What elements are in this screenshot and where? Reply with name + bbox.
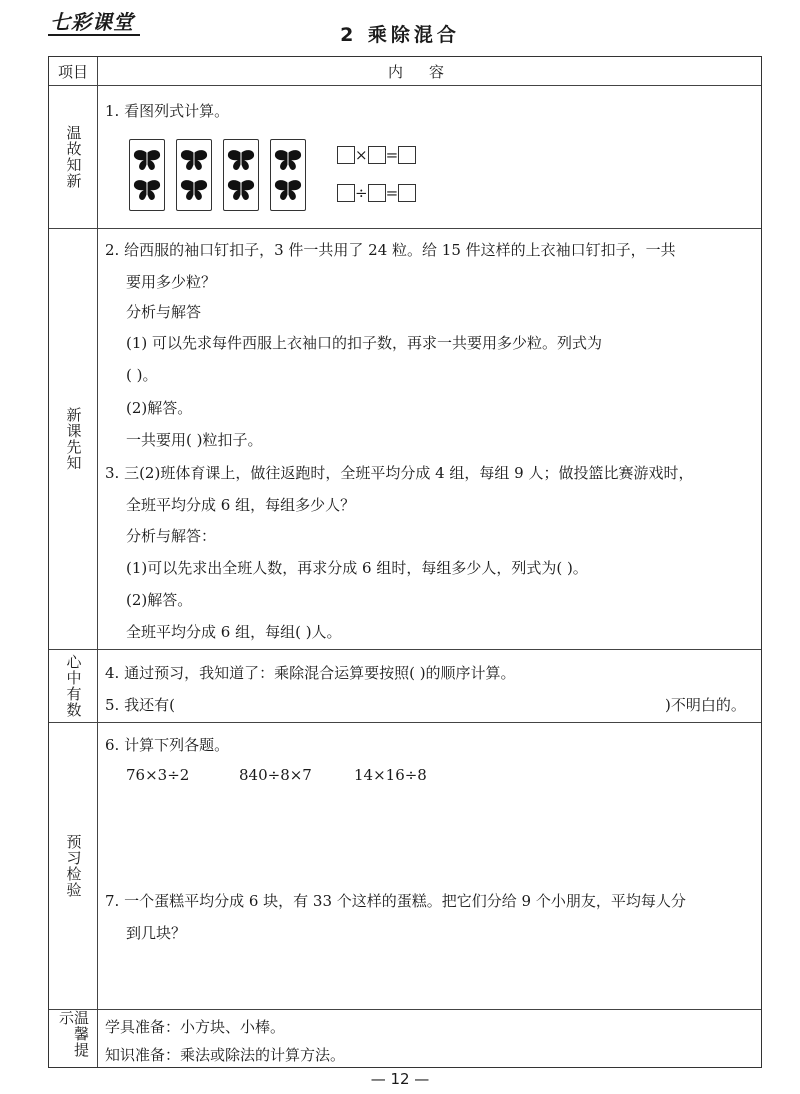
section-check: 预习检验 <box>64 834 83 898</box>
butterfly-icon <box>274 179 302 201</box>
butterfly-card <box>270 139 306 211</box>
section-review: 温故知新 <box>64 125 83 189</box>
butterfly-icon <box>227 149 255 171</box>
butterfly-icon <box>227 179 255 201</box>
butterfly-card <box>223 139 259 211</box>
tip-tools: 学具准备：小方块、小棒。 <box>105 1018 286 1036</box>
row-divider <box>49 649 761 650</box>
butterfly-cards <box>129 139 306 211</box>
column-divider <box>97 57 98 1067</box>
section-new-lesson: 新课先知 <box>64 407 83 471</box>
answer-box[interactable] <box>368 146 386 164</box>
row-divider <box>49 228 761 229</box>
row-divider <box>49 85 761 86</box>
answer-box[interactable] <box>368 184 386 202</box>
butterfly-card <box>129 139 165 211</box>
question-3-line-1: 3. 三(2)班体育课上，做往返跑时，全班平均分成 4 组，每组 9 人；做投篮比赛游戏时， <box>105 464 694 482</box>
lesson-table <box>48 56 762 1068</box>
question-2-line-1: 2. 给西服的袖口钉扣子，3 件一共用了 24 粒。给 15 件这样的上衣袖口钉扣子，一共 <box>105 241 676 259</box>
butterfly-icon <box>274 149 302 171</box>
butterfly-icon <box>180 149 208 171</box>
question-2-sub-2: (2)解答。 <box>126 399 193 417</box>
butterfly-card <box>176 139 212 211</box>
question-7-line-1: 7. 一个蛋糕平均分成 6 块，有 33 个这样的蛋糕。把它们分给 9 个小朋友，平均每人分 <box>105 892 686 910</box>
question-2-sub-1: (1) 可以先求每件西服上衣袖口的扣子数，再求一共要用多少粒。列式为 <box>126 334 603 352</box>
butterfly-icon <box>133 149 161 171</box>
butterfly-icon <box>180 179 208 201</box>
header-content: 内容 <box>387 63 470 81</box>
question-3-line-2: 全班平均分成 6 组，每组多少人？ <box>126 496 356 514</box>
division-equation: ÷ = <box>337 183 416 203</box>
section-heart: 心中有数 <box>64 654 83 718</box>
header-project: 项目 <box>57 63 88 81</box>
question-2-analysis: 分析与解答 <box>126 303 202 321</box>
expression-2: 840÷8×7 <box>239 766 312 784</box>
question-5-start[interactable]: 5. 我还有( <box>105 696 175 714</box>
page-title: 2 乘除混合 <box>340 24 460 46</box>
question-3-sub-1[interactable]: (1)可以先求出全班人数，再求分成 6 组时，每组多少人，列式为( )。 <box>126 559 588 577</box>
multiplication-equation: × = <box>337 145 416 165</box>
question-2-sub-1-blank[interactable]: ( )。 <box>126 366 158 384</box>
question-6: 6. 计算下列各题。 <box>105 736 230 754</box>
question-4[interactable]: 4. 通过预习，我知道了：乘除混合运算要按照( )的顺序计算。 <box>105 664 516 682</box>
tip-knowledge: 知识准备：乘法或除法的计算方法。 <box>105 1046 346 1064</box>
butterfly-icon <box>133 179 161 201</box>
answer-box[interactable] <box>398 184 416 202</box>
question-5-end: )不明白的。 <box>665 696 746 714</box>
expression-1: 76×3÷2 <box>126 766 190 784</box>
answer-box[interactable] <box>398 146 416 164</box>
question-7-line-2: 到几块？ <box>126 924 187 942</box>
question-2-answer[interactable]: 一共要用( )粒扣子。 <box>126 431 263 449</box>
question-3-sub-2: (2)解答。 <box>126 591 193 609</box>
section-tips: 温馨提示 <box>57 1010 90 1058</box>
brand-logo: 七彩课堂 <box>50 10 134 34</box>
page-number: — 12 — <box>370 1070 430 1088</box>
row-divider <box>49 722 761 723</box>
question-3-answer[interactable]: 全班平均分成 6 组，每组( )人。 <box>126 623 342 641</box>
answer-box[interactable] <box>337 146 355 164</box>
question-2-line-2: 要用多少粒？ <box>126 273 217 291</box>
question-3-analysis: 分析与解答： <box>126 527 217 545</box>
row-divider <box>49 1009 761 1010</box>
question-1: 1. 看图列式计算。 <box>105 102 230 120</box>
expression-3: 14×16÷8 <box>354 766 427 784</box>
answer-box[interactable] <box>337 184 355 202</box>
